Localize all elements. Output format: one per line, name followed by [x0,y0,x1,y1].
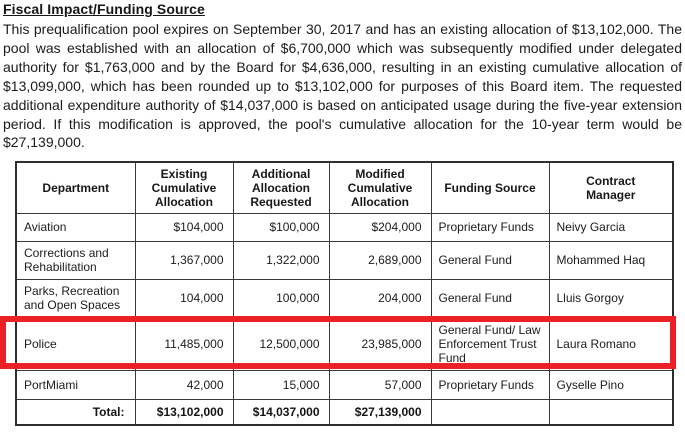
cell-total-modified: $27,139,000 [329,399,431,425]
cell-modified-allocation: 23,985,000 [329,317,431,370]
cell-contract-manager: Gyselle Pino [549,370,673,399]
table-row-corrections [16,241,673,279]
cell-modified-allocation: 57,000 [329,370,431,399]
cell-existing-allocation: 11,485,000 [135,317,233,370]
cell-modified-allocation: 204,000 [329,279,431,317]
cell-total-existing: $13,102,000 [135,399,233,425]
cell-department: Police [16,317,135,370]
cell-additional-allocation: 1,322,000 [233,241,329,279]
cell-additional-allocation: $100,000 [233,213,329,241]
cell-department: Parks, Recreation and Open Spaces [16,279,135,317]
cell-modified-allocation: 2,689,000 [329,241,431,279]
cell-additional-allocation: 100,000 [233,279,329,317]
fiscal-paragraph: This prequalification pool expires on September 30, 2017 and has an existing allocation of $13,102,000. The pool was established with an allocation of $6,700,000 which was subsequently modified under delegated authority for $1,763,000 and by the Board for $4,636,000, resulting in an existing cumulative allocation of $13,099,000, which has been rounded up to $13,102,000 for purposes of this Board item. The requested additional expenditure authority of $14,037,000 is based on anticipated usage during the five-year extension period. If this modification is approved, the pool's cumulative allocation for the 10-year term would be $27,139,000. [3,21,682,151]
table-row-parks [16,279,673,317]
cell-funding-source: General Fund [431,241,549,279]
cell-funding-source: General Fund/ Law Enforcement Trust Fund [431,317,549,370]
table-row-total [16,399,673,425]
cell-empty [431,399,549,425]
column-header-label: Department [42,180,110,195]
cell-total-label: Total: [16,399,135,425]
cell-contract-manager: Mohammed Haq [549,241,673,279]
column-header-label: Existing Cumulative Allocation [151,166,217,209]
cell-empty [549,399,673,425]
column-header-department [16,162,135,213]
cell-department: Aviation [16,213,135,241]
cell-existing-allocation: 42,000 [135,370,233,399]
cell-existing-allocation: 1,367,000 [135,241,233,279]
cell-contract-manager: Lluis Gorgoy [549,279,673,317]
table-row-aviation [16,213,673,241]
column-header-label: Funding Source [444,180,536,195]
cell-funding-source: Proprietary Funds [431,370,549,399]
column-header-funding-source [431,162,549,213]
cell-existing-allocation: 104,000 [135,279,233,317]
cell-funding-source: General Fund [431,279,549,317]
cell-department: PortMiami [16,370,135,399]
column-header-label: Contract Manager [586,173,636,202]
column-header-modified-allocation [329,162,431,213]
column-header-existing-allocation [135,162,233,213]
cell-existing-allocation: $104,000 [135,213,233,241]
column-header-contract-manager [549,162,673,213]
column-header-additional-allocation [233,162,329,213]
column-header-label: Additional Allocation Requested [250,166,312,209]
funding-table [15,161,674,426]
highlight-box [0,316,676,369]
document-heading: Fiscal Impact/Funding Source [3,1,205,17]
cell-additional-allocation: 15,000 [233,370,329,399]
column-header-label: Modified Cumulative Allocation [347,166,413,209]
cell-additional-allocation: 12,500,000 [233,317,329,370]
cell-funding-source: Proprietary Funds [431,213,549,241]
cell-modified-allocation: $204,000 [329,213,431,241]
cell-department: Corrections and Rehabilitation [16,241,135,279]
cell-contract-manager: Laura Romano [549,317,673,370]
cell-contract-manager: Neivy Garcia [549,213,673,241]
cell-total-additional: $14,037,000 [233,399,329,425]
table-header-row [16,162,673,213]
table-row-portmiami [16,370,673,399]
